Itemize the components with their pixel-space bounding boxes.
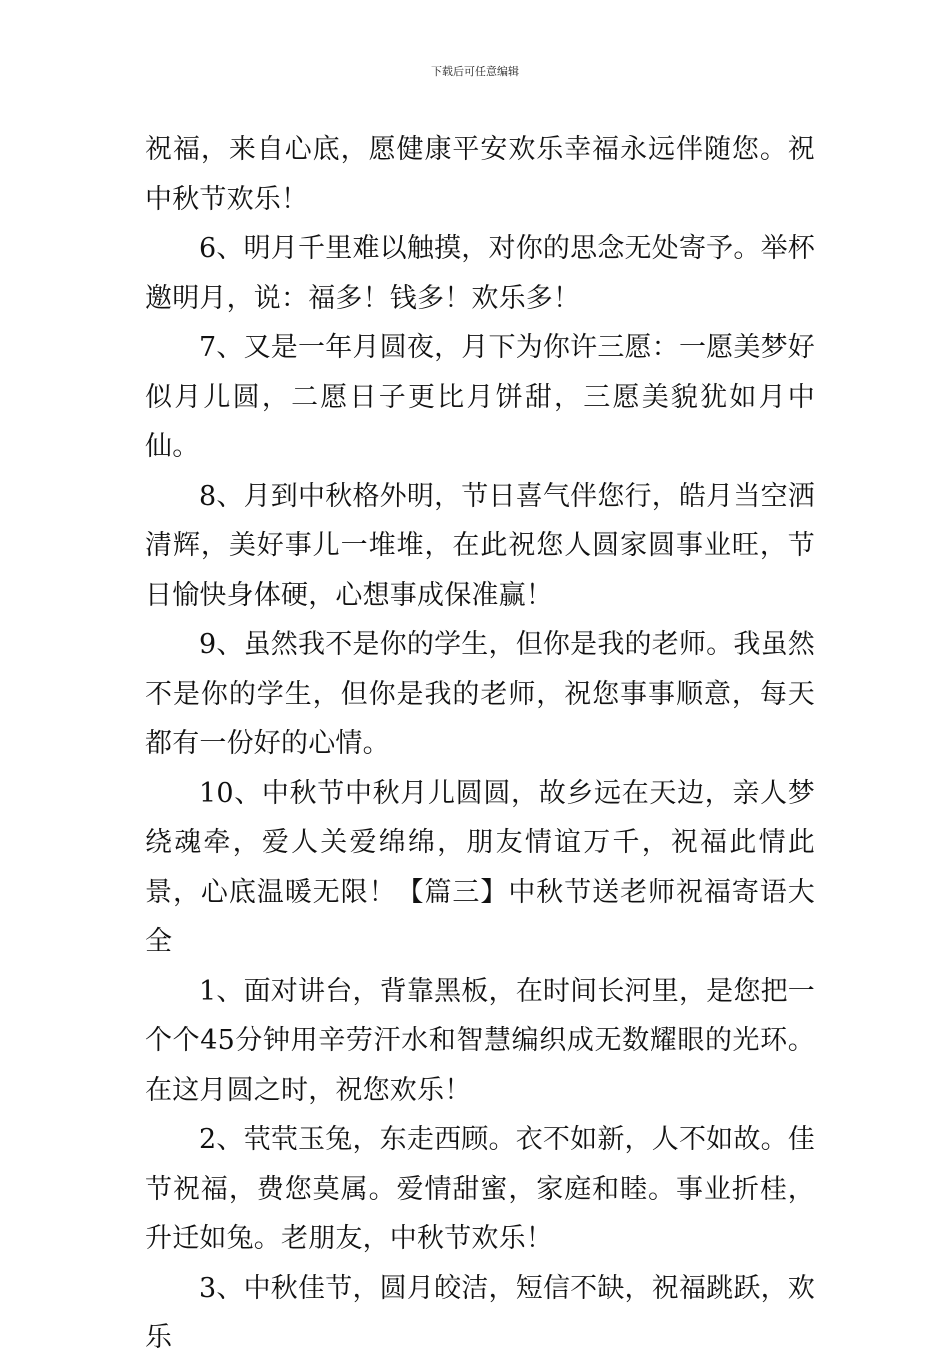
paragraph: 3、中秋佳节，圆月皎洁，短信不缺，祝福跳跃，欢乐 [145, 1272, 815, 1353]
document-body [145, 125, 815, 1363]
paragraph: 9、虽然我不是你的学生，但你是我的老师。我虽然不是你的学生，但你是我的老师，祝您事事顺意，每天都有一份好的心情。 [145, 629, 815, 759]
paragraph: 8、月到中秋格外明，节日喜气伴您行，皓月当空洒清辉，美好事儿一堆堆，在此祝您人圆家圆事业旺，节日愉快身体硬，心想事成保准赢！ [145, 480, 815, 611]
paragraph: 6、明月千里难以触摸，对你的思念无处寄予。举杯邀明月，说：福多！钱多！欢乐多！ [145, 233, 815, 314]
paragraph: 1、面对讲台，背靠黑板，在时间长河里，是您把一个个45分钟用辛劳汗水和智慧编织成无数耀眼的光环。在这月圆之时，祝您欢乐！ [145, 975, 815, 1106]
page-header: 下载后可任意编辑 [431, 65, 519, 78]
paragraph: 7、又是一年月圆夜，月下为你许三愿：一愿美梦好似月儿圆，二愿日子更比月饼甜，三愿美貌犹如月中仙。 [145, 332, 815, 462]
paragraph: 2、茕茕玉兔，东走西顾。衣不如新，人不如故。佳节祝福，费您莫属。爱情甜蜜，家庭和睦。事业折桂，升迁如兔。老朋友，中秋节欢乐！ [145, 1124, 815, 1254]
paragraph: 祝福，来自心底，愿健康平安欢乐幸福永远伴随您。祝中秋节欢乐！ [145, 134, 815, 215]
paragraph: 10、中秋节中秋月儿圆圆，故乡远在天边，亲人梦绕魂牵，爱人关爱绵绵，朋友情谊万千，祝福此情此景，心底温暖无限！【篇三】中秋节送老师祝福寄语大全 [145, 777, 815, 957]
